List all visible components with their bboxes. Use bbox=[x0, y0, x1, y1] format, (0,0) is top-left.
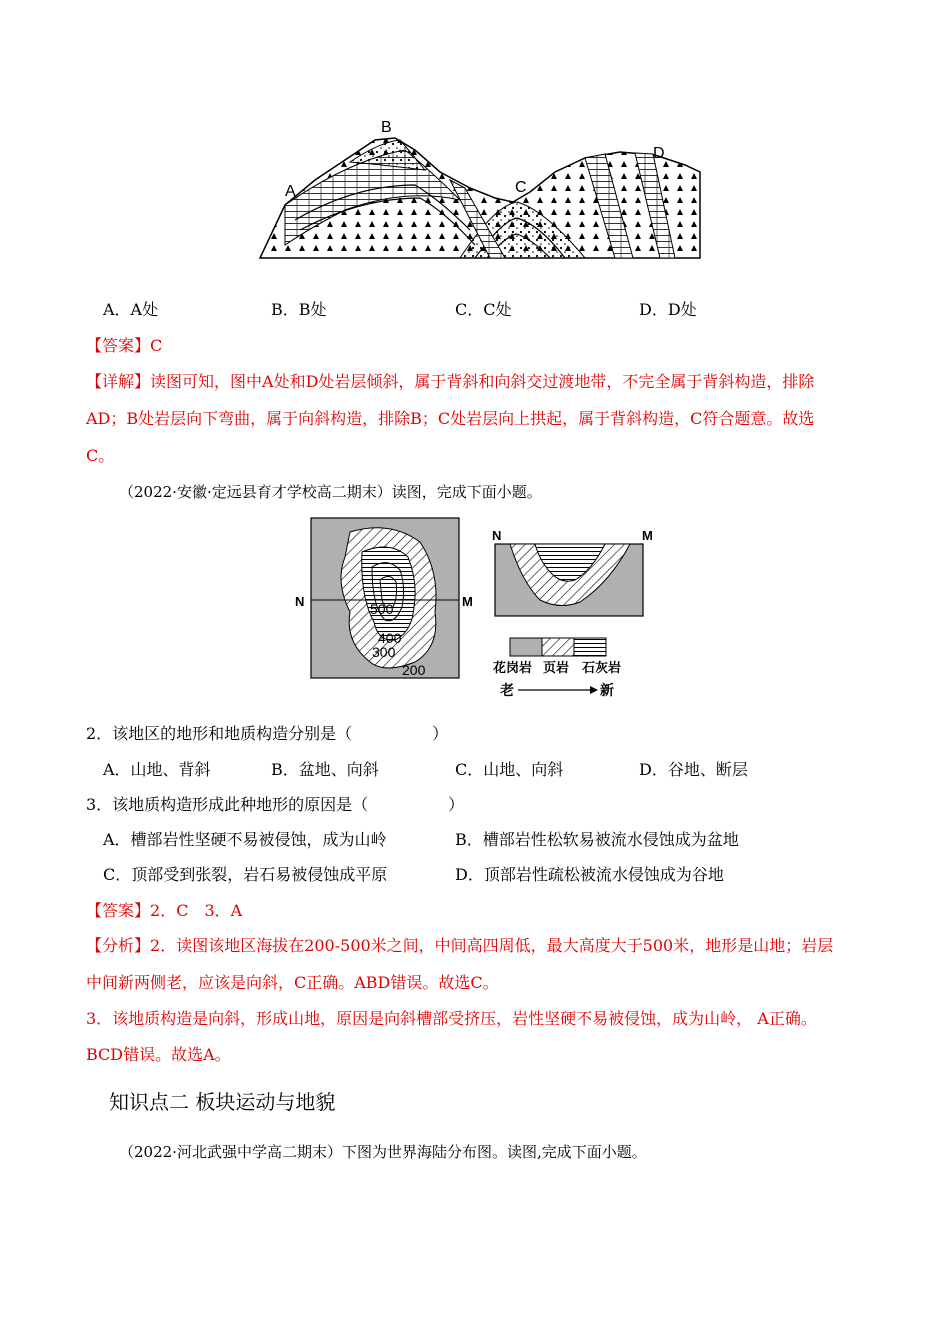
analysis-line-4: BCD错误。故选A。 bbox=[86, 1045, 231, 1064]
q2-option-c: C．山地、向斜 bbox=[455, 760, 564, 779]
age-new-label: 新 bbox=[600, 682, 614, 698]
q2-option-d: D．谷地、断层 bbox=[639, 760, 748, 779]
q1-detail-line-2: AD；B处岩层向下弯曲，属于向斜构造，排除B；C处岩层向上拱起，属于背斜构造，C符合题意。故选 bbox=[86, 409, 815, 428]
analysis-line-3: 3．该地质构造是向斜，形成山地，原因是向斜槽部受挤压，岩性坚硬不易被侵蚀，成为山岭， A正确。 bbox=[86, 1009, 817, 1028]
label-a: A bbox=[285, 183, 296, 200]
contour-200: 200 bbox=[402, 662, 426, 678]
fold-cross-section-figure bbox=[255, 110, 705, 270]
analysis-line-2: 中间新两侧老，应该是向斜，C正确。ABD错误。故选C。 bbox=[86, 973, 499, 992]
age-old-label: 老 bbox=[500, 682, 514, 698]
q3-option-c: C．顶部受到张裂，岩石易被侵蚀成平原 bbox=[103, 865, 388, 884]
q2-option-b: B．盆地、向斜 bbox=[271, 760, 379, 779]
contour-500: 500 bbox=[370, 601, 394, 617]
section-heading: 知识点二 板块运动与地貌 bbox=[109, 1090, 336, 1114]
label-b: B bbox=[381, 119, 392, 136]
q1-option-b: B．B处 bbox=[271, 300, 327, 319]
q2-option-a: A．山地、背斜 bbox=[103, 760, 211, 779]
q2-stem: 2．该地区的地形和地质构造分别是（ ） bbox=[86, 724, 449, 743]
legend-shale: 页岩 bbox=[543, 660, 570, 675]
contour-400: 400 bbox=[378, 630, 402, 646]
q1-option-a: A．A处 bbox=[103, 300, 159, 319]
q1-answer: 【答案】C bbox=[86, 336, 163, 355]
map-label-m: M bbox=[462, 594, 473, 609]
q1-detail-line-3: C。 bbox=[86, 446, 115, 465]
section-label-n: N bbox=[492, 528, 502, 543]
q3-stem: 3．该地质构造形成此种地形的原因是（ ） bbox=[86, 795, 465, 814]
intro-question-group-3: （2022·河北武强中学高二期末）下图为世界海陆分布图。读图,完成下面小题。 bbox=[119, 1143, 647, 1161]
label-d: D bbox=[653, 145, 665, 162]
label-c: C bbox=[515, 179, 527, 196]
q23-answer: 【答案】2．C 3．A bbox=[86, 901, 243, 920]
syncline-map-figure bbox=[290, 512, 653, 702]
analysis-line-1: 【分析】2．读图该地区海拔在200-500米之间，中间高四周低，最大高度大于500米，地形是山地；岩层 bbox=[86, 936, 834, 955]
q3-option-d: D．顶部岩性疏松被流水侵蚀成为谷地 bbox=[455, 865, 724, 884]
q3-option-a: A．槽部岩性坚硬不易被侵蚀，成为山岭 bbox=[103, 830, 387, 849]
contour-300: 300 bbox=[372, 644, 396, 660]
map-label-n: N bbox=[295, 594, 305, 609]
q1-option-d: D．D处 bbox=[639, 300, 697, 319]
q1-option-c: C．C处 bbox=[455, 300, 512, 319]
q1-detail-line-1: 【详解】读图可知，图中A处和D处岩层倾斜，属于背斜和向斜交过渡地带，不完全属于背斜构造，排除 bbox=[86, 372, 815, 391]
legend-granite: 花岗岩 bbox=[493, 660, 533, 675]
intro-question-group-2: （2022·安徽·定远县育才学校高二期末）读图，完成下面小题。 bbox=[119, 483, 542, 501]
section-label-m: M bbox=[642, 528, 653, 543]
q3-option-b: B．槽部岩性松软易被流水侵蚀成为盆地 bbox=[455, 830, 739, 849]
legend-limestone: 石灰岩 bbox=[582, 660, 622, 675]
